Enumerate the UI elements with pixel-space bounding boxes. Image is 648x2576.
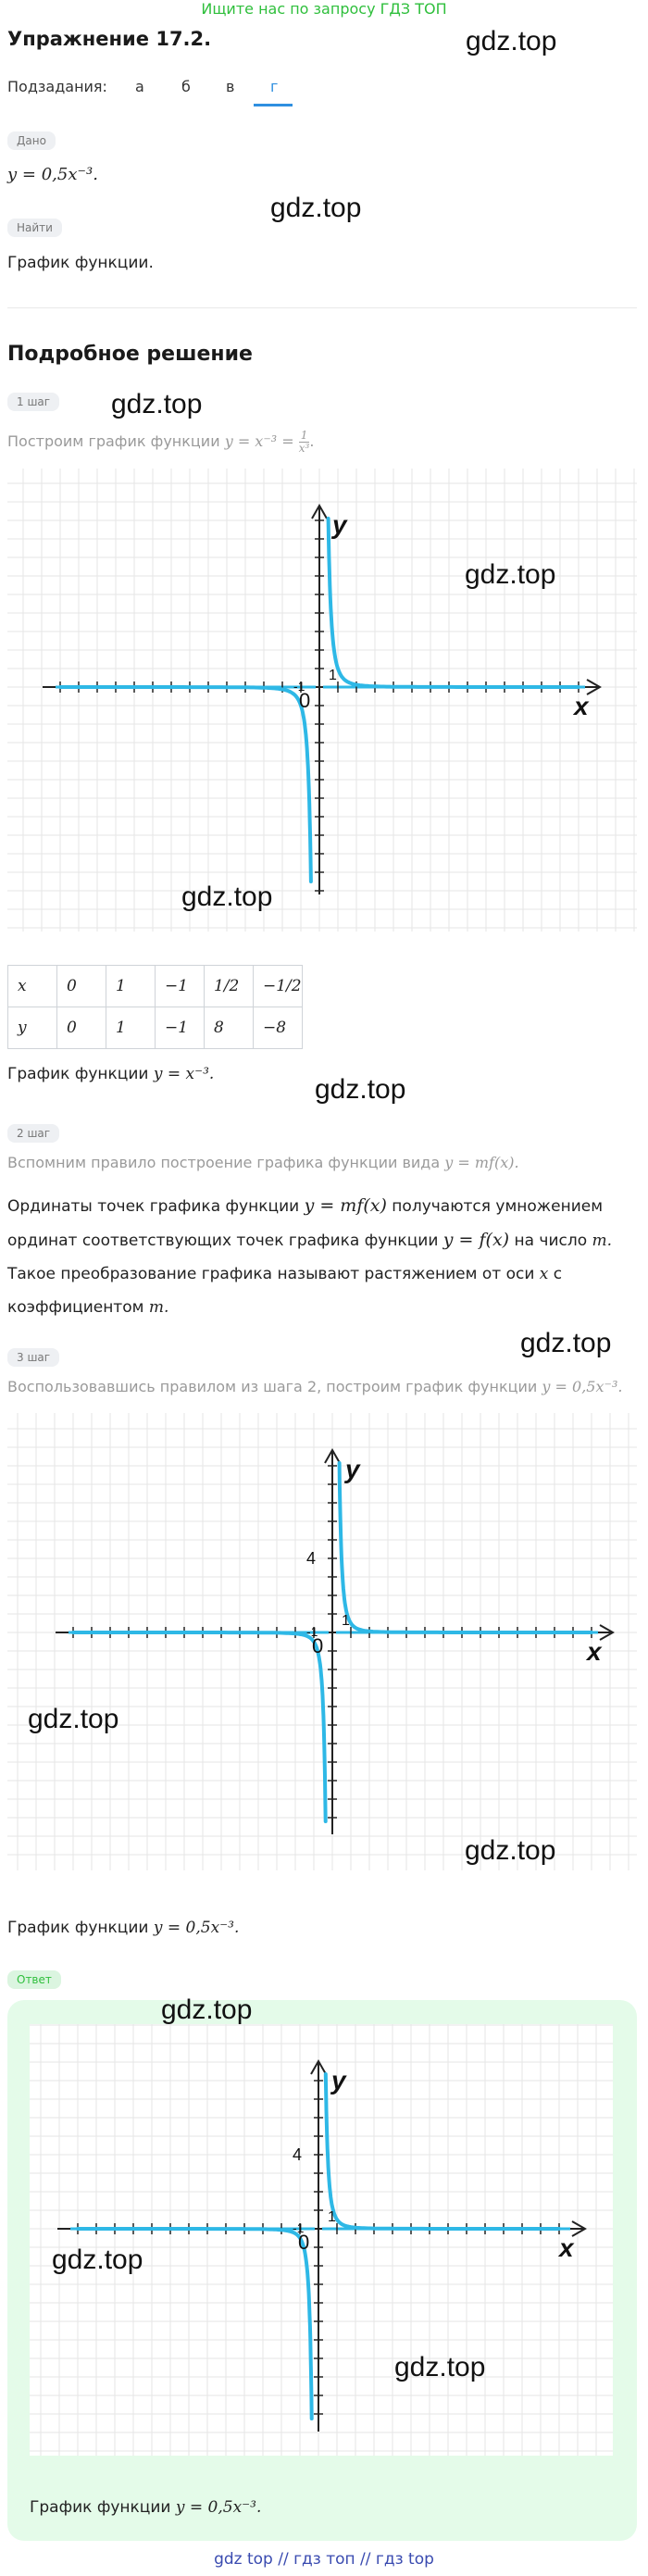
y-mark-label: 4	[306, 1549, 317, 1568]
table-cell: 0	[57, 966, 106, 1007]
subtask-tab-v[interactable]: в	[226, 78, 235, 95]
given-formula: y = 0,5x⁻³.	[7, 165, 98, 184]
curve-branch-positive	[340, 1463, 592, 1632]
step1-text-prefix: Построим график функции	[7, 432, 225, 450]
minus-one-label: -1	[293, 679, 305, 694]
rule-text: коэффициентом	[7, 1298, 149, 1317]
unit-label: 1	[329, 668, 337, 683]
table-cell: x	[8, 966, 57, 1007]
watermark: gdz.top	[394, 2352, 486, 2382]
caption-text: График функции	[7, 1065, 154, 1083]
curve-branch-negative	[60, 687, 311, 882]
answer-chip: Ответ	[7, 1970, 61, 1989]
table-cell: −8	[254, 1007, 303, 1049]
rule-formula: x	[539, 1265, 549, 1283]
unit-label: 1	[342, 1613, 350, 1629]
unit-label: 1	[328, 2209, 336, 2225]
step1-chip: 1 шаг	[7, 393, 59, 411]
subtask-tab-b[interactable]: б	[181, 78, 191, 95]
x-axis-label: x	[574, 692, 589, 720]
rule-text: получаются умножением	[386, 1197, 604, 1216]
rule-line-1	[7, 1189, 646, 1223]
watermark: gdz.top	[315, 1074, 406, 1105]
find-chip: Найти	[7, 219, 62, 237]
active-tab-indicator	[254, 104, 293, 106]
subtasks-label: Подзадания:	[7, 78, 107, 95]
table-cell: −1	[156, 966, 205, 1007]
table-cell: 8	[205, 1007, 254, 1049]
subtask-tab-a[interactable]: а	[135, 78, 144, 95]
step1-formula: y = x⁻³ =	[224, 432, 299, 450]
watermark: gdz.top	[111, 389, 203, 419]
origin-label: 0	[298, 2231, 310, 2254]
watermark: gdz.top	[520, 1328, 612, 1358]
watermark: gdz.top	[270, 193, 362, 223]
step3-caption	[7, 1919, 239, 1937]
fraction-denominator: x³	[298, 442, 310, 455]
rule-formula: y = mf(x)	[304, 1195, 387, 1216]
table-cell: 0	[57, 1007, 106, 1049]
table-cell: 1	[106, 1007, 156, 1049]
table-cell: −1	[156, 1007, 205, 1049]
watermark: gdz.top	[465, 1835, 556, 1866]
graph-1	[7, 469, 637, 932]
caption-text: График функции	[7, 1919, 154, 1937]
y-axis-label: y	[331, 2066, 346, 2095]
table-row	[8, 966, 303, 1007]
graph-3	[30, 2024, 613, 2456]
rule-line-4	[7, 1291, 646, 1324]
minus-one-label: -1	[306, 1624, 318, 1639]
fraction-numerator: 1	[300, 429, 308, 442]
caption-formula: y = 0,5x⁻³.	[153, 1919, 240, 1937]
page-title: Упражнение 17.2.	[7, 28, 212, 50]
subtask-tab-g[interactable]: г	[270, 78, 279, 95]
table-cell: −1/2	[254, 966, 303, 1007]
watermark: gdz.top	[52, 2245, 143, 2275]
y-axis-label: y	[345, 1455, 360, 1483]
divider	[7, 307, 637, 308]
caption-formula: y = 0,5x⁻³.	[175, 2498, 262, 2517]
watermark: gdz.top	[466, 26, 557, 56]
table-row	[8, 1007, 303, 1049]
x-axis-label: x	[587, 1637, 602, 1666]
origin-label: 0	[312, 1634, 324, 1657]
step3-gray-text	[7, 1378, 646, 1395]
graph-2-svg	[7, 1413, 637, 1870]
step1-text-suffix: .	[309, 432, 315, 450]
answer-caption	[30, 2498, 261, 2517]
curve-branch-positive	[326, 2074, 559, 2229]
footer-links[interactable]: gdz top // гдз топ // гдз top	[214, 2550, 434, 2569]
rule-line-2	[7, 1223, 646, 1257]
rule-text: с	[548, 1265, 563, 1283]
watermark: gdz.top	[465, 559, 556, 590]
step2-gray-prefix: Вспомним правило построение графика функции вида	[7, 1154, 445, 1171]
top-search-link[interactable]: Ищите нас по запросу ГДЗ ТОП	[201, 0, 447, 18]
watermark: gdz.top	[161, 1995, 253, 2025]
caption-formula: y = x⁻³.	[153, 1065, 215, 1083]
step2-gray-text	[7, 1154, 519, 1171]
graph-3-svg	[30, 2024, 613, 2456]
curve-branch-positive	[329, 519, 579, 687]
step2-chip: 2 шаг	[7, 1124, 59, 1143]
values-table	[7, 965, 303, 1049]
caption-text: График функции	[30, 2498, 176, 2517]
graph-1-svg	[7, 469, 637, 932]
step1-graph-caption	[7, 1065, 214, 1083]
given-chip: Дано	[7, 131, 56, 150]
step3-gray-prefix: Воспользовавшись правилом из шага 2, построим график функции	[7, 1378, 542, 1395]
step1-text	[7, 430, 314, 455]
y-mark-label: 4	[293, 2145, 303, 2164]
step2-rule	[7, 1189, 646, 1324]
step1-fraction	[299, 430, 310, 455]
rule-formula: m.	[148, 1298, 169, 1317]
table-cell: 1/2	[205, 966, 254, 1007]
rule-text: Такое преобразование графика называют растяжением от оси	[7, 1265, 540, 1283]
table-cell: y	[8, 1007, 57, 1049]
find-text: График функции.	[7, 254, 154, 272]
rule-formula: y = f(x)	[442, 1230, 510, 1250]
rule-formula: m.	[592, 1232, 613, 1250]
step3-gray-formula: y = 0,5x⁻³.	[542, 1378, 623, 1395]
table-cell: 1	[106, 966, 156, 1007]
y-axis-label: y	[332, 510, 347, 539]
rule-text: на число	[509, 1232, 592, 1250]
origin-label: 0	[299, 689, 311, 712]
rule-text: Ординаты точек графика функции	[7, 1197, 305, 1216]
step2-gray-formula: y = mf(x).	[444, 1154, 519, 1171]
x-axis-label: x	[559, 2233, 574, 2262]
rule-line-3	[7, 1257, 646, 1291]
solution-heading: Подробное решение	[7, 343, 253, 366]
minus-one-label: -1	[293, 2220, 305, 2235]
step3-chip: 3 шаг	[7, 1348, 59, 1367]
watermark: gdz.top	[181, 882, 273, 912]
graph-2	[7, 1413, 637, 1870]
rule-text: ординат соответствующих точек графика функции	[7, 1232, 443, 1250]
watermark: gdz.top	[28, 1704, 119, 1734]
